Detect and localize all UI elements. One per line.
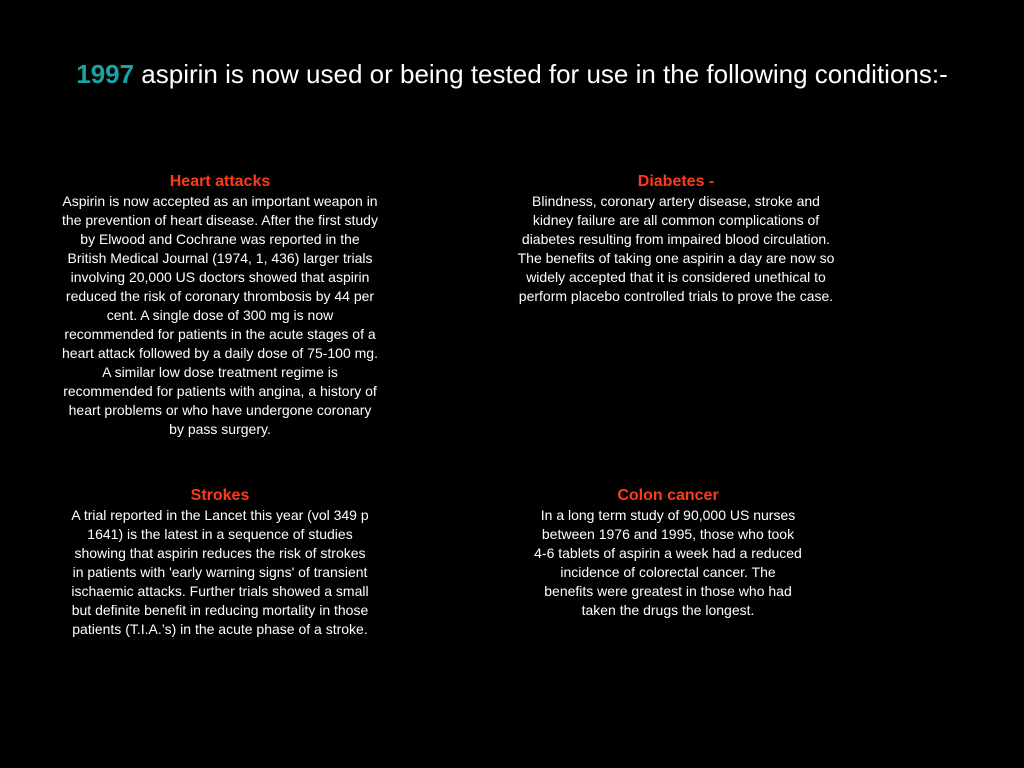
section-heading: Diabetes - <box>637 173 715 190</box>
section-diabetes <box>512 172 840 306</box>
section-body: In a long term study of 90,000 US nurses between 1976 and 1995, those who took 4-6 tablets of aspirin a week had a reduced incidence of colorectal cancer. The benefits were greatest in those who had taken the drugs the longest. <box>534 507 802 618</box>
section-colon-cancer <box>534 486 802 620</box>
section-heading: Heart attacks <box>169 173 271 190</box>
slide-title <box>0 56 1024 92</box>
section-body: Blindness, coronary artery disease, stroke and kidney failure are all common complications of diabetes resulting from impaired blood circulation. The benefits of taking one aspirin a day are now so widely accepted that it is considered unethical to perform placebo controlled trials to prove the case. <box>517 193 835 304</box>
section-heading: Colon cancer <box>617 487 719 504</box>
title-text: aspirin is now used or being tested for use in the following conditions:- <box>134 59 948 89</box>
section-body: A trial reported in the Lancet this year (vol 349 p 1641) is the latest in a sequence of studies showing that aspirin reduces the risk of strokes in patients with 'early warning signs' of transient ischaemic attacks. Further trials showed a small but definite benefit in reducing mortality in those patients (T.I.A.’s) in the acute phase of a stroke. <box>71 507 369 637</box>
section-strokes <box>70 486 370 639</box>
section-heading: Strokes <box>190 487 250 504</box>
section-body: Aspirin is now accepted as an important weapon in the prevention of heart disease. After the first study by Elwood and Cochrane was reported in the British Medical Journal (1974, 1, 436) larger trials involving 20,000 US doctors showed that aspirin reduced the risk of coronary thrombosis by 44 per cent. A single dose of 300 mg is now recommended for patients in the acute stages of a heart attack followed by a daily dose of 75-100 mg. A similar low dose treatment regime is recommended for patients with angina, a history of heart problems or who have undergone coronary by pass surgery. <box>62 193 378 437</box>
title-year: 1997 <box>76 59 135 89</box>
section-heart-attacks <box>62 172 378 439</box>
